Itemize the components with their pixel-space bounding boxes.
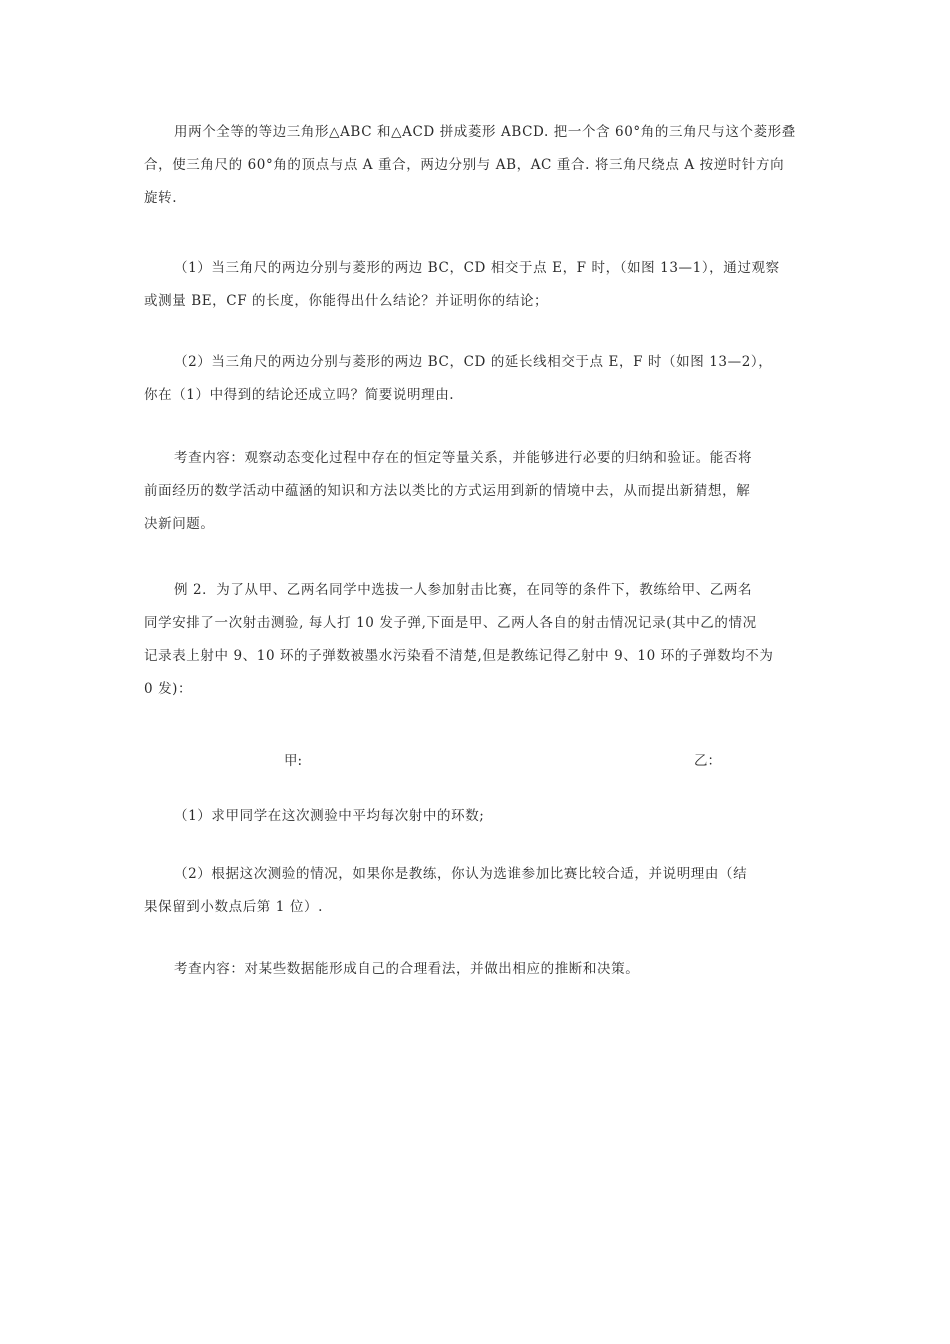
text-line: 例 2．为了从甲、乙两名同学中选拔一人参加射击比赛，在同等的条件下，教练给甲、乙两名 bbox=[174, 582, 753, 598]
text-line: 你在（1）中得到的结论还成立吗？简要说明理由. bbox=[144, 387, 455, 403]
assessment-2-paragraph bbox=[144, 953, 810, 986]
table-label-yi: 乙： bbox=[694, 753, 721, 769]
text-line: 考查内容：观察动态变化过程中存在的恒定等量关系，并能够进行必要的归纳和验证。能否将 bbox=[174, 450, 753, 466]
question-2-paragraph bbox=[144, 346, 810, 412]
assessment-1-paragraph bbox=[144, 442, 810, 541]
text-line: 考查内容：对某些数据能形成自己的合理看法，并做出相应的推断和决策。 bbox=[174, 961, 640, 977]
text-line: 旋转. bbox=[144, 190, 178, 206]
text-line: 合，使三角尺的 60°角的顶点与点 A 重合，两边分别与 AB，AC 重合. 将三角尺绕点 A 按逆时针方向 bbox=[144, 157, 785, 173]
text-line: 0 发)： bbox=[144, 681, 193, 697]
text-line: （2）根据这次测验的情况，如果你是教练，你认为选谁参加比赛比较合适，并说明理由（结 bbox=[174, 866, 748, 882]
example-2-paragraph bbox=[144, 574, 810, 706]
table-label-jia: 甲: bbox=[284, 753, 303, 769]
text-line: 记录表上射中 9、10 环的子弹数被墨水污染看不清楚,但是教练记得乙射中 9、10 环的子弹数均不为 bbox=[144, 648, 774, 664]
text-line: 用两个全等的等边三角形△ABC 和△ACD 拼成菱形 ABCD. 把一个含 60°角的三角尺与这个菱形叠 bbox=[174, 124, 796, 140]
text-line: （1）求甲同学在这次测验中平均每次射中的环数; bbox=[174, 808, 485, 824]
text-line: 同学安排了一次射击测验, 每人打 10 发子弹,下面是甲、乙两人各自的射击情况记录(其中乙的情况 bbox=[144, 615, 757, 631]
text-line: 决新问题。 bbox=[144, 516, 215, 532]
question-1-paragraph bbox=[144, 252, 810, 318]
sub-question-2-paragraph bbox=[144, 858, 810, 924]
sub-question-1-paragraph bbox=[144, 800, 810, 833]
text-line: 或测量 BE，CF 的长度，你能得出什么结论？并证明你的结论； bbox=[144, 293, 549, 309]
text-line: 前面经历的数学活动中蕴涵的知识和方法以类比的方式运用到新的情境中去，从而提出新猜想，解 bbox=[144, 483, 751, 499]
text-line: （1）当三角尺的两边分别与菱形的两边 BC，CD 相交于点 E，F 时，（如图 13—1），通过观察 bbox=[174, 260, 780, 276]
problem-intro-paragraph bbox=[144, 116, 810, 215]
text-line: 果保留到小数点后第 1 位）. bbox=[144, 899, 323, 915]
text-line: （2）当三角尺的两边分别与菱形的两边 BC，CD 的延长线相交于点 E，F 时（如图 13—2）， bbox=[174, 354, 773, 370]
